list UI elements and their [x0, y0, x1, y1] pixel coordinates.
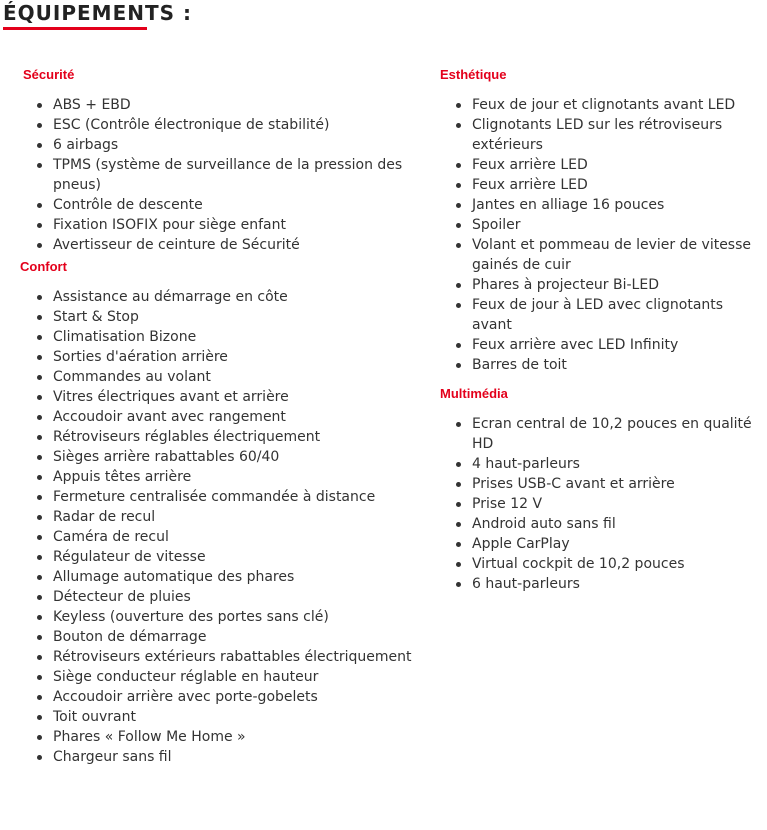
list-item: [437, 195, 765, 215]
list-item: [20, 235, 415, 255]
list-item: [437, 235, 765, 275]
bullet-icon: [37, 615, 42, 620]
list-item: [20, 467, 415, 487]
list-item: [20, 387, 415, 407]
list-item-text: Caméra de recul: [53, 529, 169, 545]
list-item-text: 6 airbags: [53, 137, 119, 153]
list-esthetique: [437, 95, 765, 375]
bullet-icon: [37, 203, 42, 208]
list-item: [20, 407, 415, 427]
bullet-icon: [456, 482, 461, 487]
bullet-icon: [37, 755, 42, 760]
list-item-text: Feux de jour à LED avec clignotants avant: [472, 297, 724, 333]
bullet-icon: [456, 123, 461, 128]
bullet-icon: [37, 495, 42, 500]
bullet-icon: [37, 435, 42, 440]
list-item: [20, 627, 415, 647]
bullet-icon: [37, 515, 42, 520]
bullet-icon: [456, 163, 461, 168]
list-item-text: Commandes au volant: [53, 369, 211, 385]
list-item: [437, 295, 765, 335]
bullet-icon: [37, 695, 42, 700]
section-heading-securite: Sécurité: [23, 67, 75, 82]
list-item: [437, 155, 765, 175]
list-item-text: Feux arrière avec LED Infinity: [472, 337, 679, 353]
list-item-text: Volant et pommeau de levier de vitesse gainés de cuir: [472, 237, 752, 273]
list-item: [20, 527, 415, 547]
list-securite: [20, 95, 415, 255]
list-item-text: TPMS (système de surveillance de la pression des pneus): [53, 157, 403, 193]
list-item: [20, 727, 415, 747]
list-item-text: Climatisation Bizone: [53, 329, 197, 345]
list-item-text: Prise 12 V: [472, 496, 543, 512]
list-item: [20, 307, 415, 327]
list-item-text: ABS + EBD: [53, 97, 131, 113]
bullet-icon: [37, 555, 42, 560]
bullet-icon: [37, 223, 42, 228]
bullet-icon: [37, 735, 42, 740]
list-item-text: Vitres électriques avant et arrière: [53, 389, 289, 405]
list-item-text: Phares « Follow Me Home »: [53, 729, 246, 745]
list-item-text: Rétroviseurs réglables électriquement: [53, 429, 321, 445]
list-item-text: Fixation ISOFIX pour siège enfant: [53, 217, 286, 233]
list-item: [20, 135, 415, 155]
list-item-text: Ecran central de 10,2 pouces en qualité HD: [472, 416, 752, 452]
bullet-icon: [37, 715, 42, 720]
list-item-text: Virtual cockpit de 10,2 pouces: [472, 556, 685, 572]
bullet-icon: [37, 675, 42, 680]
bullet-icon: [37, 475, 42, 480]
list-item-text: Avertisseur de ceinture de Sécurité: [53, 237, 300, 253]
list-item: [20, 667, 415, 687]
bullet-icon: [456, 562, 461, 567]
section-heading-esthetique: Esthétique: [440, 67, 507, 82]
list-item: [20, 427, 415, 447]
list-item-text: Sièges arrière rabattables 60/40: [53, 449, 280, 465]
list-item-text: Toit ouvrant: [53, 709, 136, 725]
bullet-icon: [456, 103, 461, 108]
list-item: [20, 547, 415, 567]
bullet-icon: [37, 595, 42, 600]
bullet-icon: [456, 303, 461, 308]
list-item-text: ESC (Contrôle électronique de stabilité): [53, 117, 330, 133]
list-multimedia: [437, 414, 765, 594]
list-item-text: Start & Stop: [53, 309, 139, 325]
list-confort: [20, 287, 415, 767]
list-item-text: Feux arrière LED: [472, 177, 588, 193]
list-item-text: 6 haut-parleurs: [472, 576, 580, 592]
bullet-icon: [456, 542, 461, 547]
section-esthetique: [437, 64, 765, 375]
bullet-icon: [456, 283, 461, 288]
list-item: [437, 494, 765, 514]
bullet-icon: [37, 163, 42, 168]
list-item: [20, 647, 415, 667]
list-item: [20, 95, 415, 115]
list-item: [20, 567, 415, 587]
list-item: [437, 95, 765, 115]
list-item: [437, 414, 765, 454]
list-item-text: Barres de toit: [472, 357, 567, 373]
list-item: [20, 687, 415, 707]
bullet-icon: [37, 575, 42, 580]
right-column: [437, 64, 765, 594]
bullet-icon: [37, 395, 42, 400]
list-item: [437, 215, 765, 235]
bullet-icon: [37, 335, 42, 340]
list-item: [20, 287, 415, 307]
list-item-text: Spoiler: [472, 217, 521, 233]
list-item: [20, 215, 415, 235]
list-item-text: Accoudoir avant avec rangement: [53, 409, 286, 425]
title-underline: [3, 27, 147, 30]
list-item-text: Prises USB-C avant et arrière: [472, 476, 675, 492]
list-item-text: Android auto sans fil: [472, 516, 616, 532]
list-item-text: Fermeture centralisée commandée à distance: [53, 489, 376, 505]
bullet-icon: [456, 203, 461, 208]
bullet-icon: [37, 355, 42, 360]
list-item: [20, 195, 415, 215]
list-item-text: Bouton de démarrage: [53, 629, 207, 645]
bullet-icon: [456, 462, 461, 467]
list-item-text: Détecteur de pluies: [53, 589, 191, 605]
list-item: [437, 474, 765, 494]
bullet-icon: [456, 582, 461, 587]
list-item-text: Allumage automatique des phares: [53, 569, 295, 585]
bullet-icon: [37, 143, 42, 148]
bullet-icon: [37, 103, 42, 108]
list-item-text: Chargeur sans fil: [53, 749, 172, 765]
bullet-icon: [456, 363, 461, 368]
list-item: [20, 587, 415, 607]
bullet-icon: [37, 655, 42, 660]
bullet-icon: [37, 455, 42, 460]
list-item: [437, 454, 765, 474]
list-item: [20, 367, 415, 387]
bullet-icon: [456, 343, 461, 348]
bullet-icon: [456, 502, 461, 507]
bullet-icon: [37, 295, 42, 300]
list-item-text: Feux arrière LED: [472, 157, 588, 173]
list-item-text: Feux de jour et clignotants avant LED: [472, 97, 736, 113]
list-item-text: Radar de recul: [53, 509, 156, 525]
list-item: [437, 574, 765, 594]
list-item: [20, 747, 415, 767]
bullet-icon: [37, 123, 42, 128]
section-confort: [20, 256, 415, 767]
section-heading-confort: Confort: [20, 259, 67, 274]
list-item: [437, 514, 765, 534]
list-item: [437, 554, 765, 574]
list-item: [20, 507, 415, 527]
section-multimedia: [437, 383, 765, 594]
bullet-icon: [37, 315, 42, 320]
list-item: [437, 175, 765, 195]
list-item: [437, 335, 765, 355]
list-item: [437, 534, 765, 554]
bullet-icon: [37, 375, 42, 380]
left-column: [20, 64, 415, 767]
bullet-icon: [37, 635, 42, 640]
list-item: [437, 275, 765, 295]
bullet-icon: [37, 243, 42, 248]
list-item-text: Rétroviseurs extérieurs rabattables électriquement: [53, 649, 412, 665]
bullet-icon: [37, 535, 42, 540]
section-securite: [20, 64, 415, 255]
list-item-text: Clignotants LED sur les rétroviseurs extérieurs: [472, 117, 723, 153]
bullet-icon: [456, 243, 461, 248]
list-item-text: 4 haut-parleurs: [472, 456, 580, 472]
list-item: [20, 347, 415, 367]
list-item: [20, 607, 415, 627]
list-item-text: Accoudoir arrière avec porte-gobelets: [53, 689, 318, 705]
list-item-text: Sorties d'aération arrière: [53, 349, 228, 365]
page-title: ÉQUIPEMENTS :: [3, 1, 192, 25]
list-item: [437, 115, 765, 155]
list-item-text: Assistance au démarrage en côte: [53, 289, 288, 305]
list-item-text: Apple CarPlay: [472, 536, 570, 552]
bullet-icon: [456, 183, 461, 188]
section-heading-multimedia: Multimédia: [440, 386, 508, 401]
list-item-text: Régulateur de vitesse: [53, 549, 206, 565]
list-item: [437, 355, 765, 375]
list-item-text: Contrôle de descente: [53, 197, 203, 213]
list-item: [20, 327, 415, 347]
list-item: [20, 707, 415, 727]
bullet-icon: [456, 522, 461, 527]
list-item-text: Jantes en alliage 16 pouces: [472, 197, 665, 213]
list-item: [20, 447, 415, 467]
list-item-text: Appuis têtes arrière: [53, 469, 192, 485]
list-item-text: Siège conducteur réglable en hauteur: [53, 669, 319, 685]
list-item-text: Keyless (ouverture des portes sans clé): [53, 609, 329, 625]
bullet-icon: [37, 415, 42, 420]
list-item-text: Phares à projecteur Bi-LED: [472, 277, 659, 293]
list-item: [20, 115, 415, 135]
bullet-icon: [456, 422, 461, 427]
list-item: [20, 487, 415, 507]
list-item: [20, 155, 415, 195]
bullet-icon: [456, 223, 461, 228]
